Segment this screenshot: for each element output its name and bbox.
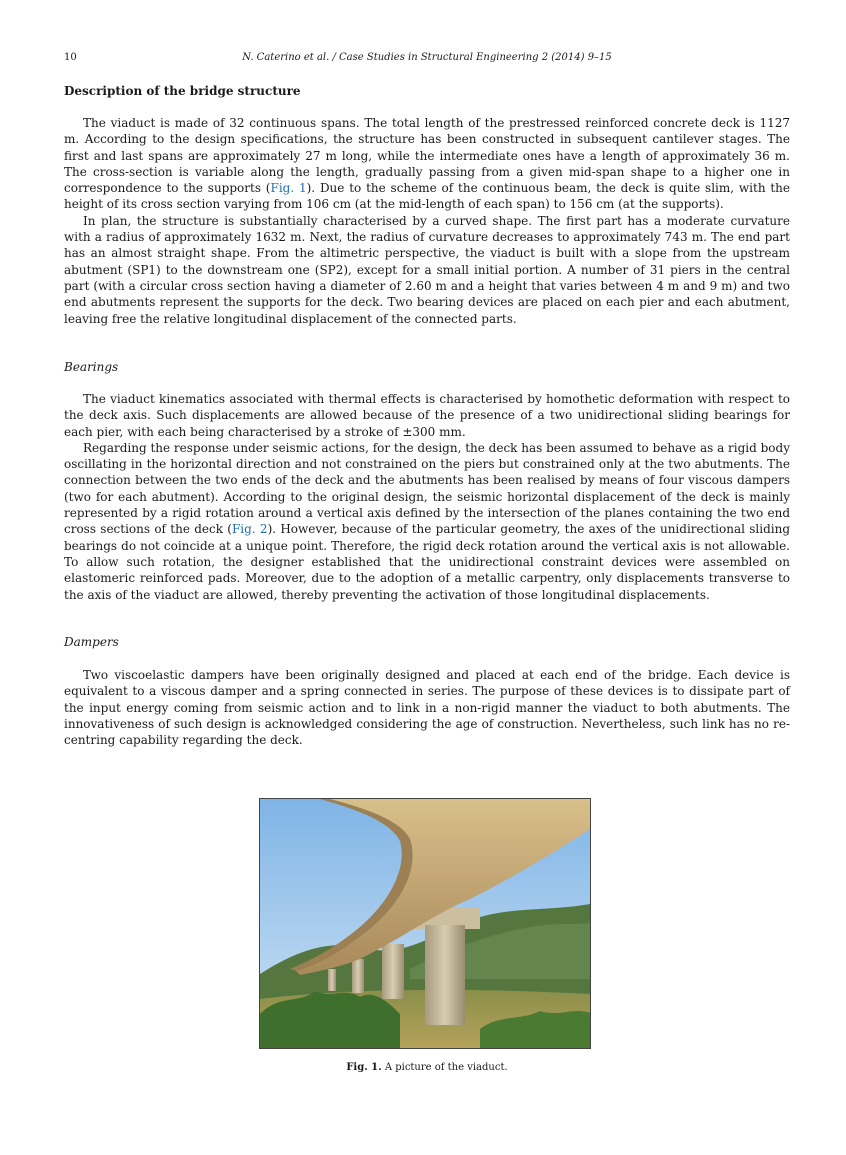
description-body [64,115,790,327]
bearings-p2-text-b: ). However, because of the particular geometry, the axes of the unidirectional sliding bearings do not coincide at a unique point. Therefore, the rigid deck rotation around the vertical axis is not allowable. To allow such rotation, the designer established that the unidirectional constraint devices were assembled on elastomeric reinforced pads. Moreover, due to the adoption of a metallic carpentry, only displacements transverse to the axis of the viaduct are allowed, thereby preventing the activation of those longitudinal displacements. [64,522,791,602]
caption-label: Fig. 1. [346,1062,382,1073]
dampers-paragraph-1: Two viscoelastic dampers have been originally designed and placed at each end of the bridge. Each device is equivalent to a viscous damper and a spring connected in series. The purpose of these devices is to dissipate part of the input energy coming from seismic action and to link in a non-rigid manner the viaduct to both abutments. The innovativeness of such design is acknowledged considering the age of construction. Nevertheless, such link has no re-centring capability regarding the deck. [64,668,790,748]
page-header [64,52,790,68]
page-number: 10 [64,52,77,63]
description-p1-text-a: The viaduct is made of 32 continuous spans. The total length of the prestressed reinforced concrete deck is 1127 m. According to the design specifications, the structure has been constructed in subsequent cantilever stages. The first and last spans are approximately 27 m long, while the intermediate ones have a length of approximately 36 m. The cross-section is variable along the length, gradually passing from a given mid-span shape to a higher one in correspondence to the supports ( [64,116,790,196]
fig-2-link[interactable]: Fig. 2 [231,522,268,537]
viaduct-illustration [260,799,590,1048]
pier-near [425,925,465,1025]
bearings-body [64,391,790,603]
figure-caption [64,1062,790,1073]
dampers-body [64,667,790,748]
dampers-title: Dampers [64,635,119,649]
bearings-paragraph-2 [64,440,790,603]
description-paragraph-2: In plan, the structure is substantially characterised by a curved shape. The first part has a moderate curvature with a radius of approximately 1632 m. Next, the radius of curvature decreases to approximately 743 m. The end part has an almost straight shape. From the altimetric perspective, the viaduct is built with a slope from the upstream abutment (SP1) to the downstream one (SP2), except for a small initial portion. A number of 31 piers in the central part (with a circular cross section having a diameter of 2.60 m and a height that varies between 4 m and 9 m) and two end abutments represent the supports for the deck. Two bearing devices are placed on each pier and each abutment, leaving free the relative longitudinal displacement of the connected parts. [64,213,790,326]
pier-mid [382,944,404,999]
bearings-p2-text-a: Regarding the response under seismic actions, for the design, the deck has been assumed to behave as a rigid body oscillating in the horizontal direction and not constrained on the piers but constrained only at the two abutments. The connection between the two ends of the deck and the abutments has been realised by means of four viscous dampers (two for each abutment). According to the original design, the seismic horizontal displacement of the deck is mainly represented by a rigid rotation around a vertical axis defined by the intersection of the planes containing the two end cross sections of the deck ( [64,440,790,537]
description-p1-text-b: ). Due to the scheme of the continuous beam, the deck is quite slim, with the height of its cross section varying from 106 cm (at the mid-length of each span) to 156 cm (at the supports). [64,181,791,212]
pier-far-2 [352,959,364,993]
caption-text: A picture of the viaduct. [384,1062,508,1073]
pier-far-1 [328,969,336,991]
description-paragraph-1 [64,115,790,213]
viaduct-photo [259,798,591,1049]
running-head: N. Caterino et al. / Case Studies in Structural Engineering 2 (2014) 9–15 [242,52,612,63]
bearings-title: Bearings [64,360,119,374]
section-title: Description of the bridge structure [64,84,301,98]
fig-1-link[interactable]: Fig. 1 [270,181,307,196]
bearings-paragraph-1: The viaduct kinematics associated with thermal effects is characterised by homothetic deformation with respect to the deck axis. Such displacements are allowed because of the presence of a two unidirectional sliding bearings for each pier, with each being characterised by a stroke of ±300 mm. [64,392,790,439]
